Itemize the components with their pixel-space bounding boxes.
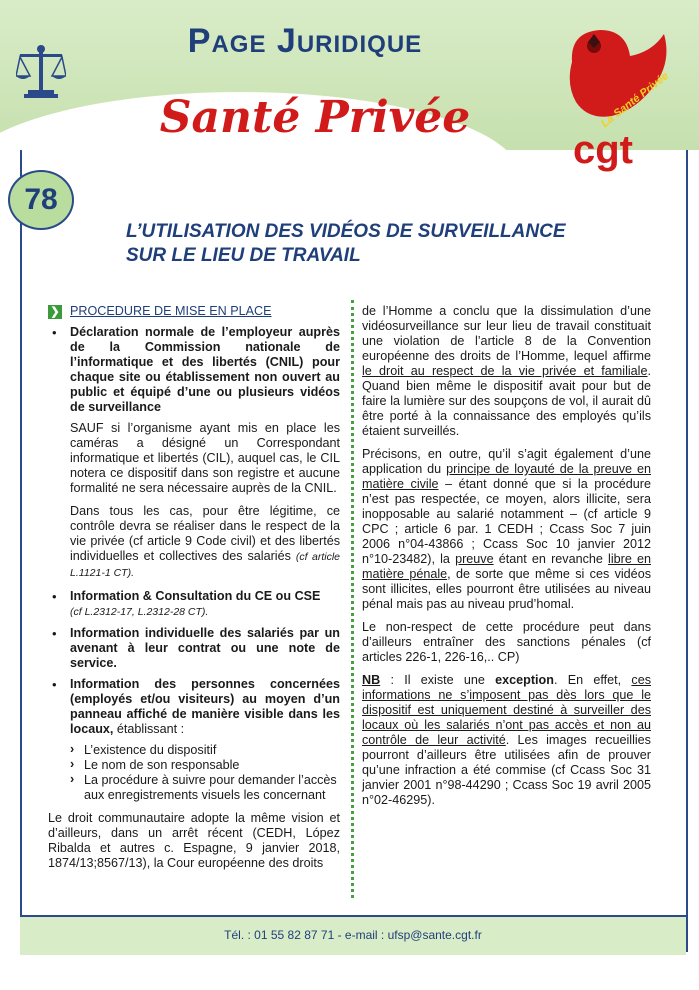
article-title	[126, 220, 666, 268]
publication-subtitle: Santé Privée	[159, 92, 471, 143]
nb-paragraph	[362, 673, 651, 808]
list-item	[48, 677, 340, 737]
sub-list-item: › Le nom de son responsable	[70, 758, 340, 773]
paragraph: Le non-respect de cette procédure peut dans d’ailleurs entraîner des sanctions pénales (cf articles 226-1, 226-16,.. CP)	[362, 620, 651, 664]
paragraph	[362, 447, 651, 612]
scales-of-justice-icon	[16, 44, 66, 100]
bullet-1-text: Déclaration normale de l’employeur auprès de la Commission nationale de l’informatique et des libertés (CNIL) pour chaque site ou établissement non ouvert au public et équipé d’une ou plusieurs vidéos de surveillance	[70, 325, 340, 414]
sub-list	[48, 743, 340, 803]
bold-text: exception	[495, 673, 554, 687]
paragraph	[362, 304, 651, 439]
column-divider	[351, 300, 354, 898]
nb-label: NB	[362, 673, 381, 687]
text: : Il existe une	[380, 673, 496, 687]
list-item	[48, 325, 340, 415]
logo-script-text: La Santé Privée	[598, 70, 671, 130]
text: . Quand bien même le dispositif avait pour but de faire la lumière sur des soupçons de vol, il aurait dû être porté à la connaissance des employés qu’ils étaient surveillés.	[362, 364, 651, 438]
page-title: Page Juridique	[187, 22, 423, 60]
text: . En effet,	[553, 673, 632, 687]
bullet-2-text: Information & Consultation du CE ou CSE	[70, 589, 321, 603]
text: – étant donné que si la procédure n’est pas respectée, ce moyen, alors illicite, sera inopposable au salarié notamment – (cf article 9 CPC ; article 6 par. 1 CEDH ; Ccass Soc 7 juin 2006 n°04-43866 ; Ccass Soc 10 janvier 2012 n°10-23482), la	[362, 477, 651, 566]
legal-reference: (cf L.2312-17, L.2312-28 CT).	[70, 606, 209, 618]
list-item	[48, 626, 340, 671]
sub-list-item: › L’existence du dispositif	[70, 743, 340, 758]
underlined-text: preuve	[455, 552, 494, 566]
paragraph: Le droit communautaire adopte la même vision et d’ailleurs, dans un arrêt récent (CEDH, López Ribalda et autres c. Espagne, 9 janvier 2018, 1874/13;8567/13), la Cour européenne des droits	[48, 811, 340, 870]
underlined-text: libre en matière pénale	[362, 552, 652, 581]
bullet-3-text: Information individuelle des salariés par un avenant à leur contrat ou une note de service.	[70, 626, 340, 670]
text: de l’Homme a conclu que la dissimulation d’une vidéosurveillance sur leur lieu de travail constituait une violation de l’article 8 de la Convention européenne des droits de l’Homme, lequel affirme	[362, 304, 651, 363]
paragraph	[48, 504, 340, 581]
bullet-4-text: Information des personnes concernées (employés et/ou visiteurs) au moyen d’un panneau affiché de manière visible dans les locaux,	[70, 677, 340, 736]
underlined-text: ces informations ne s’imposent pas dès lors que le dispositif est uniquement destiné à surveiller des locaux où les salariés n’ont pas accès et non au contrôle de leur activité	[362, 673, 651, 747]
cgt-logo-text: cgt	[573, 128, 633, 172]
legal-reference: (cf article L.1121-1 CT).	[70, 551, 340, 579]
article-title-line-2: SUR LE LIEU DE TRAVAIL	[126, 245, 361, 266]
chevron-right-icon: ❯	[48, 305, 62, 319]
text: étant en revanche	[493, 552, 609, 566]
paragraph-text: Dans tous les cas, pour être légitime, ce contrôle devra se réaliser dans le respect de la vie privée (cf article 9 Code civil) et des libertés individuelles et collectives des salariés	[70, 504, 340, 563]
issue-number-badge: 78	[8, 170, 74, 230]
text: , de sorte que même si ces vidéos sont illicites, elles pourront être utilisées au niveau pénal mais pas au niveau prud’homal.	[362, 567, 651, 611]
paragraph: SAUF si l’organisme ayant mis en place les caméras a désigné un Correspondant informatique et libertés (CIL), auquel cas, le CIL notera ce dispositif dans son registre et aucune formalité ne sera nécessaire auprès de la CNIL.	[70, 421, 340, 495]
left-column	[48, 304, 340, 879]
bullet-4-tail: établissant :	[113, 722, 185, 736]
section-heading	[48, 304, 340, 319]
right-column	[362, 304, 651, 816]
text: Précisons, en outre, qu’il s’agit également d’une application du	[362, 447, 651, 476]
underlined-text: principe de loyauté de la preuve en matière civile	[362, 462, 651, 491]
list-item	[48, 589, 340, 620]
section-title: PROCEDURE DE MISE EN PLACE	[70, 304, 272, 318]
text: . Les images recueillies pourront d’ailleurs être utilisées afin de prouver qu’une infraction a été commise (cf Ccass Soc 31 janvier 2001 n°98-44290 ; Ccass Soc 19 avril 2005 n°02-46295).	[362, 733, 651, 807]
article-title-line-1: L’UTILISATION DES VIDÉOS DE SURVEILLANCE	[126, 221, 566, 242]
underlined-text: le droit au respect de la vie privée et familiale	[362, 364, 648, 378]
sub-list-item: › La procédure à suivre pour demander l’accès aux enregistrements visuels les concernant	[70, 773, 340, 803]
footer-contact: Tél. : 01 55 82 87 71 - e-mail : ufsp@sante.cgt.fr	[224, 928, 482, 942]
